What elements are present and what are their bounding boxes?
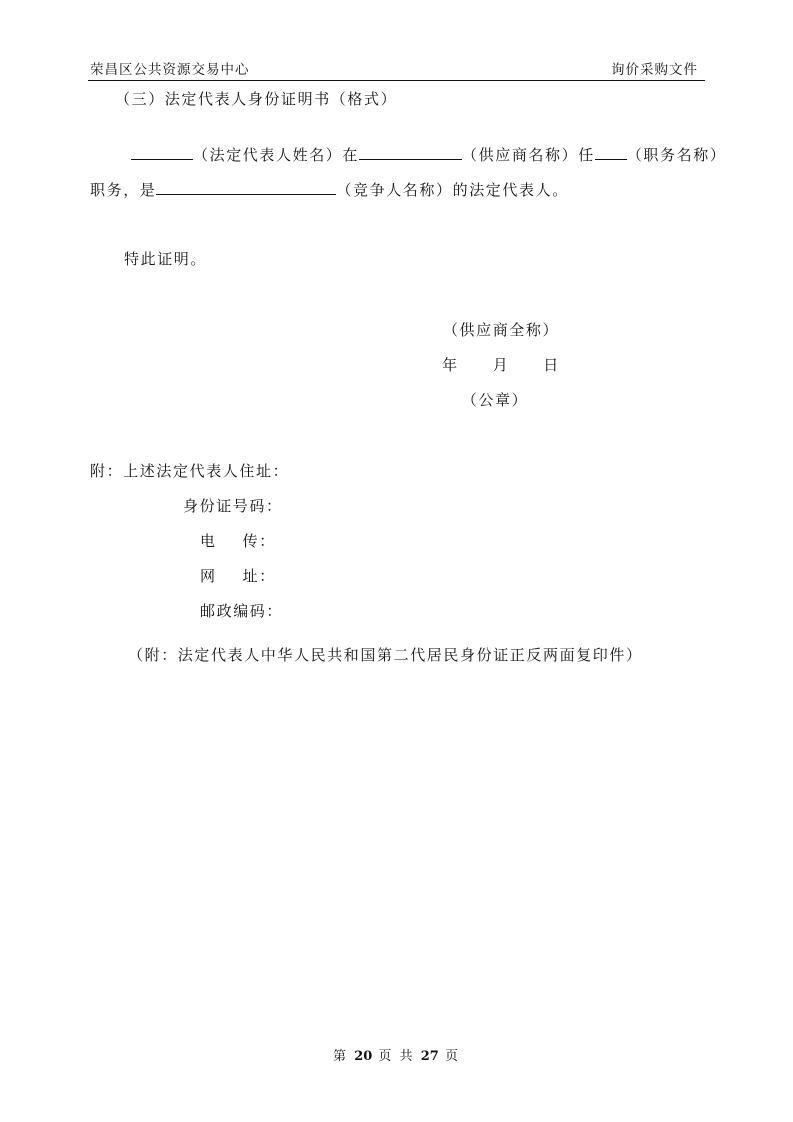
section-title: （三）法定代表人身份证明书（格式） [115, 90, 398, 108]
attachment-note: （附：法定代表人中华人民共和国第二代居民身份证正反两面复印件） [128, 646, 643, 664]
supplier-name-blank [359, 145, 462, 160]
attachment-website-label: 网 址： [200, 567, 276, 585]
attachment-address-label: 附：上述法定代表人住址： [90, 462, 290, 480]
competitor-name-blank [156, 180, 336, 195]
attachment-id-number-label: 身份证号码： [183, 497, 283, 515]
date-year: 年 [442, 356, 459, 374]
competitor-name-label: （竞争人名称）的法定代表人。 [336, 181, 569, 199]
page-number: 第 20 页 共 27 页 [333, 1049, 460, 1064]
duty-label: 职务，是 [90, 181, 157, 199]
paragraph-line-2 [90, 179, 569, 200]
legal-rep-name-label: （法定代表人姓名）在 [193, 146, 360, 164]
certify-statement: 特此证明。 [124, 250, 208, 268]
date-day: 日 [543, 356, 560, 374]
total-pages: 27 [420, 1049, 439, 1064]
attachment-postcode-label: 邮政编码： [200, 602, 284, 620]
date-month: 月 [492, 356, 510, 374]
supplier-name-label: （供应商名称）任 [462, 146, 595, 164]
date-line [440, 354, 562, 375]
current-page: 20 [354, 1049, 373, 1064]
header-document-type: 询价采购文件 [611, 62, 698, 78]
position-label: （职务名称） [626, 146, 727, 164]
attachment-phone-label: 电 传： [200, 532, 276, 550]
header-organization: 荣昌区公共资源交易中心 [90, 62, 250, 78]
paragraph-line-1 [131, 144, 726, 165]
position-blank [595, 145, 627, 160]
official-seal-label: （公章） [461, 391, 529, 409]
header-rule [88, 80, 705, 81]
supplier-full-name: （供应商全称） [442, 321, 560, 339]
legal-rep-name-blank [131, 145, 193, 160]
